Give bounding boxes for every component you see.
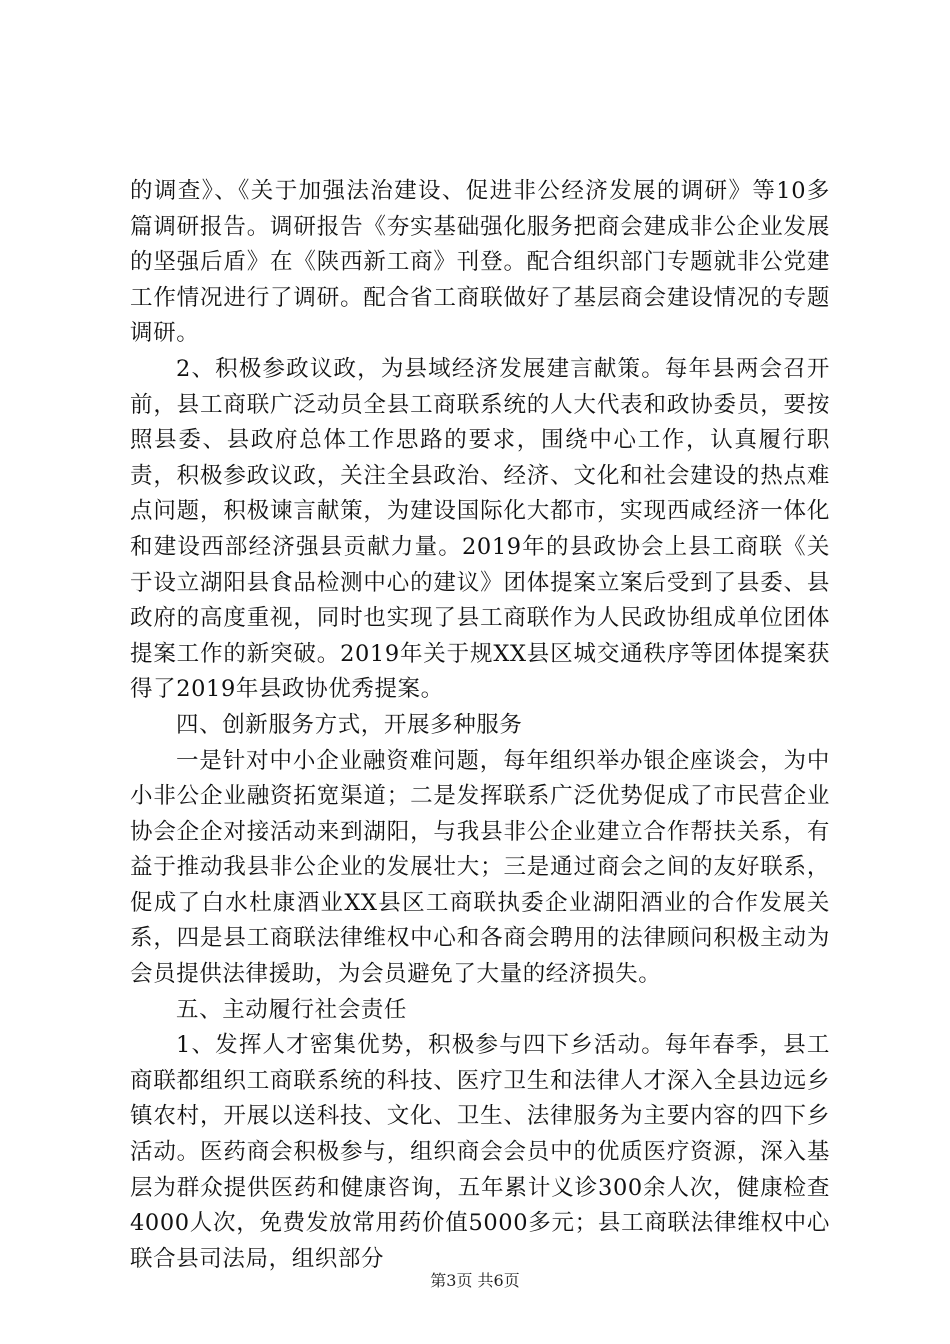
paragraph-1: 的调查》、《关于加强法治建设、促进非公经济发展的调研》等10多篇调研报告。调研报告《夯实基础强化服务把商会建成非公企业发展的坚强后盾》在《陕西新工商》刊登。配合组织部门专题就非公党建工作情况进行了调研。配合省工商联做好了基层商会建设情况的专题调研。 <box>130 178 830 347</box>
paragraph-2: 2、积极参政议政，为县域经济发展建言献策。每年县两会召开前，县工商联广泛动员全县工商联系统的人大代表和政协委员，要按照县委、县政府总体工作思路的要求，围绕中心工作，认真履行职责，积极参政议政，关注全县政治、经济、文化和社会建设的热点难点问题，积极谏言献策，为建设国际化大都市，实现西咸经济一体化和建设西部经济强县贡献力量。2019年的县政协会上县工商联《关于设立湖阳县食品检测中心的建议》团体提案立案后受到了县委、县政府的高度重视，同时也实现了县工商联作为人民政协组成单位团体提案工作的新突破。2019年关于规XX县区城交通秩序等团体提案获得了2019年县政协优秀提案。 <box>130 355 830 703</box>
paragraph-4: 1、发挥人才密集优势，积极参与四下乡活动。每年春季，县工商联都组织工商联系统的科技、医疗卫生和法律人才深入全县边远乡镇农村，开展以送科技、文化、卫生、法律服务为主要内容的四下乡活动。医药商会积极参与，组织商会会员中的优质医疗资源，深入基层为群众提供医药和健康咨询，五年累计义诊300余人次，健康检查4000人次，免费发放常用药价值5000多元；县工商联法律维权中心联合县司法局，组织部分 <box>130 1032 830 1272</box>
page-footer: 第3页 共6页 <box>430 1271 520 1290</box>
section-heading-4: 四、创新服务方式，开展多种服务 <box>176 711 523 738</box>
paragraph-3: 一是针对中小企业融资难问题，每年组织举办银企座谈会，为中小非公企业融资拓宽渠道；二是发挥联系广泛优势促成了市民营企业协会企企对接活动来到湖阳，与我县非公企业建立合作帮扶关系，有益于推动我县非公企业的发展壮大；三是通过商会之间的友好联系，促成了白水杜康酒业XX县区工商联执委企业湖阳酒业的合作发展关系，四是县工商联法律维权中心和各商会聘用的法律顾问积极主动为会员提供法律援助，为会员避免了大量的经济损失。 <box>130 747 830 988</box>
document-body <box>130 174 830 1277</box>
section-heading-5: 五、主动履行社会责任 <box>176 996 408 1023</box>
